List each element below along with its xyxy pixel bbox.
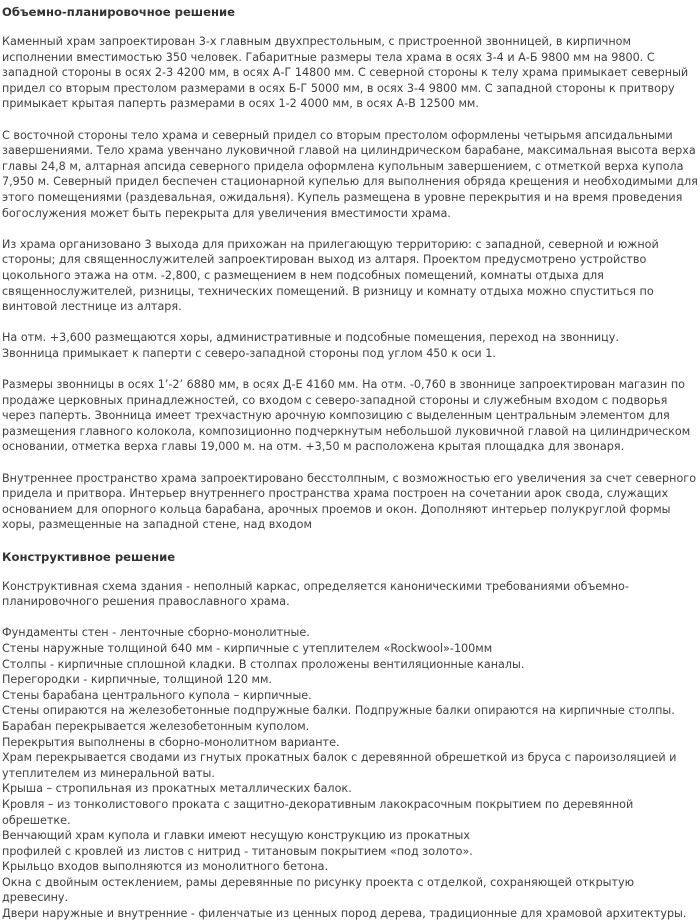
paragraph-4: На отм. +3,600 размещаются хоры, административные и подсобные помещения, переход на звонницу. Звонница примыкает к паперти с северо-западной стороны под углом 450 к оси 1. — [2, 331, 619, 360]
list-item: Перекрытия выполнены в сборно-монолитном варианте. — [2, 735, 340, 749]
list-item: Стены опираются на железобетонные подпружные балки. Подпружные балки опираются на кирпичные столпы. — [2, 704, 675, 718]
list-item: Крыша – стропильная из прокатных металлических балок. — [2, 782, 352, 796]
list-item: Крыльцо входов выполняются из монолитного бетона. — [2, 860, 329, 874]
list-item: Перегородки - кирпичные, толщиной 120 мм. — [2, 673, 272, 687]
paragraph-1: Каменный храм запроектирован 3-х главным двухпрестольным, с пристроенной звонницей, в кирпичном исполнении вместимостью 350 человек. Габаритные размеры тела храма в осях 3-4 и А-Б 9800 мм на 9800. С западной стороны в осях 2-3 4200 мм, в осях А-Г 14800 мм. С северной стороны к телу храма примыкает северный придел со вторым престолом размерами в осях Б-Г 5000 мм, в осях 3-4 9800 мм. С западной стороны к притвору примыкает крытая паперть размерами в осях 1-2 4000 мм, в осях А-В 12500 мм. — [2, 35, 689, 111]
section-heading-structural: Конструктивное решение — [2, 549, 176, 564]
paragraph-5: Размеры звонницы в осях 1’-2’ 6880 мм, в осях Д-Е 4160 мм. На отм. -0,760 в звоннице запроектирован магазин по продаже церковных принадлежностей, со входом с северо-западной стороны и служебным входом с подворья через паперть. Звонница имеет трехчастную арочную композицию с выделенным центральным элементом для размещения главного колокола, композиционно подчеркнутым небольшой луковичной главой на цилиндрическом основании, отметка верха главы 19,000 м. на отм. +3,50 м расположена крытая площадка для звонаря. — [2, 378, 691, 454]
list-item: утеплителем из минеральной ваты. — [2, 766, 215, 780]
list-item: Храм перекрывается сводами из гнутых прокатных балок с деревянной обрешеткой из бруса с пароизоляцией и — [2, 751, 677, 765]
list-item: Фундаменты стен - ленточные сборно-монолитные. — [2, 626, 310, 640]
list-item: Венчающий храм купола и главки имеют несущую конструкцию из прокатных — [2, 829, 470, 843]
paragraph-6: Внутреннее пространство храма запроектировано бесстолпным, с возможностью его увеличения за счет северного придела и притвора. Интерьер внутреннего пространства храма построен на сочетании арок свода, служащих основанием для опорного кольца барабана, арочных проемов и окон. Дополняют интерьер полукруглой формы хоры, размещенные на западной стене, над входом — [2, 471, 697, 532]
list-item: Окна с двойным остеклением, рамы деревянные по рисунку проекта с отделкой, сохраняющей открытую древесину. — [2, 875, 635, 905]
list-item: Стены наружные толщиной 640 мм - кирпичные с утеплителем «Rockwool»-100мм — [2, 641, 493, 655]
list-item: Барабан перекрывается железобетонным куполом. — [2, 719, 310, 733]
section-heading-planning: Объемно-планировочное решение — [2, 5, 235, 19]
paragraph-3: Из храма организовано 3 выхода для прихожан на прилегающую территорию: с западной, северной и южной стороны; для священнослужителей запроектирован выход из алтаря. Проектом предусмотрено устройство цокольного этажа на отм. -2,800, с размещением в нем подсобных помещений, комнаты отдыха для священнослужителей, ризницы, технических помещений. В ризницу и комнату отдыха можно спуститься по винтовой лестнице из алтаря. — [2, 237, 659, 314]
structural-intro: Конструктивная схема здания - неполный каркас, определяется каноническими требованиями объемно-планировочного решения православного храма. — [2, 579, 629, 609]
list-item: профилей с кровлей из листов с нитрид - титановым покрытием «под золото». — [2, 844, 473, 858]
list-item: Столпы - кирпичные сплошной кладки. В столпах проложены вентиляционные каналы. — [2, 657, 525, 671]
paragraph-2: С восточной стороны тело храма и северный придел со вторым престолом оформлены четырьмя апсидальными завершениями. Тело храма увенчано луковичной главой на цилиндрическом барабане, максимальная высота верха главы 24,8 м, алтарная апсида северного придела оформлена купольным завершением, с отметкой верха купола 7,950 м. Северный придел беспечен стационарной купелью для выполнения обряда крещения и необходимыми для этого помещениями (раздевальная, ожидальня). Купель размещена в уровне перекрытия и на время проведения богослужения может быть перекрыта для увеличения вместимости храма. — [2, 128, 698, 220]
list-item: Стены барабана центрального купола – кирпичные. — [2, 688, 312, 702]
list-item: Двери наружные и внутренние - филенчатые из ценных пород дерева, традиционные для храмовой архитектуры. — [2, 907, 687, 921]
structural-list — [2, 625, 699, 921]
list-item: Кровля – из тонколистового проката с защитно-декоративным лакокрасочным покрытием по деревянной обрешетке. — [2, 797, 634, 827]
